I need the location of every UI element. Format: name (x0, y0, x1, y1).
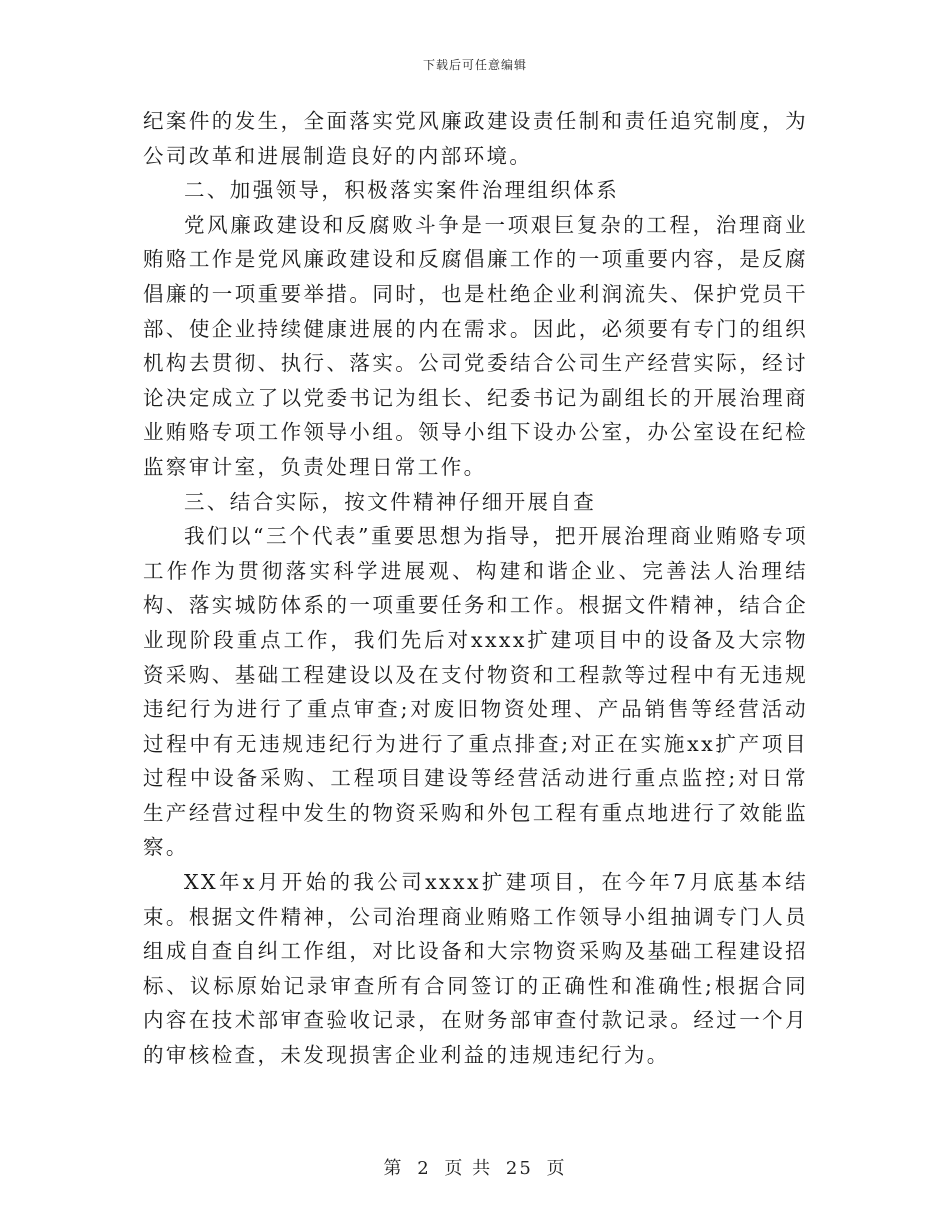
paragraph: 我们以“三个代表”重要思想为指导，把开展治理商业贿赂专项工作作为贯彻落实科学进展观、构建和谐企业、完善法人治理结构、落实城防体系的一项重要任务和工作。根据文件精神，结合企业现阶段重点工作，我们先后对xxxx扩建项目中的设备及大宗物资采购、基础工程建设以及在支付物资和工程款等过程中有无违规违纪行为进行了重点审查;对废旧物资处理、产品销售等经营活动过程中有无违规违纪行为进行了重点排查;对正在实施xx扩产项目过程中设备采购、工程项目建设等经营活动进行重点监控;对日常生产经营过程中发生的物资采购和外包工程有重点地进行了效能监察。 (143, 524, 808, 860)
paragraph: 党风廉政建设和反腐败斗争是一项艰巨复杂的工程，治理商业贿赂工作是党风廉政建设和反腐倡廉工作的一项重要内容，是反腐倡廉的一项重要举措。同时，也是杜绝企业利润流失、保护党员干部、使企业持续健康进展的内在需求。因此，必须要有专门的组织机构去贯彻、执行、落实。公司党委结合公司生产经营实际，经讨论决定成立了以党委书记为组长、纪委书记为副组长的开展治理商业贿赂专项工作领导小组。领导小组下设办公室，办公室设在纪检监察审计室，负责处理日常工作。 (143, 212, 808, 479)
document-body (143, 104, 808, 1073)
footer-prefix: 第 (383, 1158, 404, 1179)
footer-mid: 页 共 (444, 1158, 493, 1179)
paragraph: XX年x月开始的我公司xxxx扩建项目，在今年7月底基本结束。根据文件精神，公司治理商业贿赂工作领导小组抽调专门人员组成自查自纠工作组，对比设备和大宗物资采购及基础工程建设招标、议标原始记录审查所有合同签订的正确性和准确性;根据合同内容在技术部审查验收记录，在财务部审查付款记录。经过一个月的审核检查，未发现损害企业利益的违规违纪行为。 (143, 870, 808, 1068)
footer-suffix: 页 (546, 1158, 567, 1179)
section-heading: 二、加强领导，积极落实案件治理组织体系 (184, 178, 620, 203)
total-pages: 25 (505, 1158, 533, 1179)
page-number: 2 (417, 1158, 431, 1179)
section-heading: 三、结合实际，按文件精神仔细开展自查 (184, 489, 597, 514)
page-footer (0, 1154, 950, 1180)
paragraph: 纪案件的发生，全面落实党风廉政建设责任制和责任追究制度，为公司改革和进展制造良好的内部环境。 (143, 109, 808, 168)
page-header: 下载后可任意编辑 (422, 58, 527, 72)
